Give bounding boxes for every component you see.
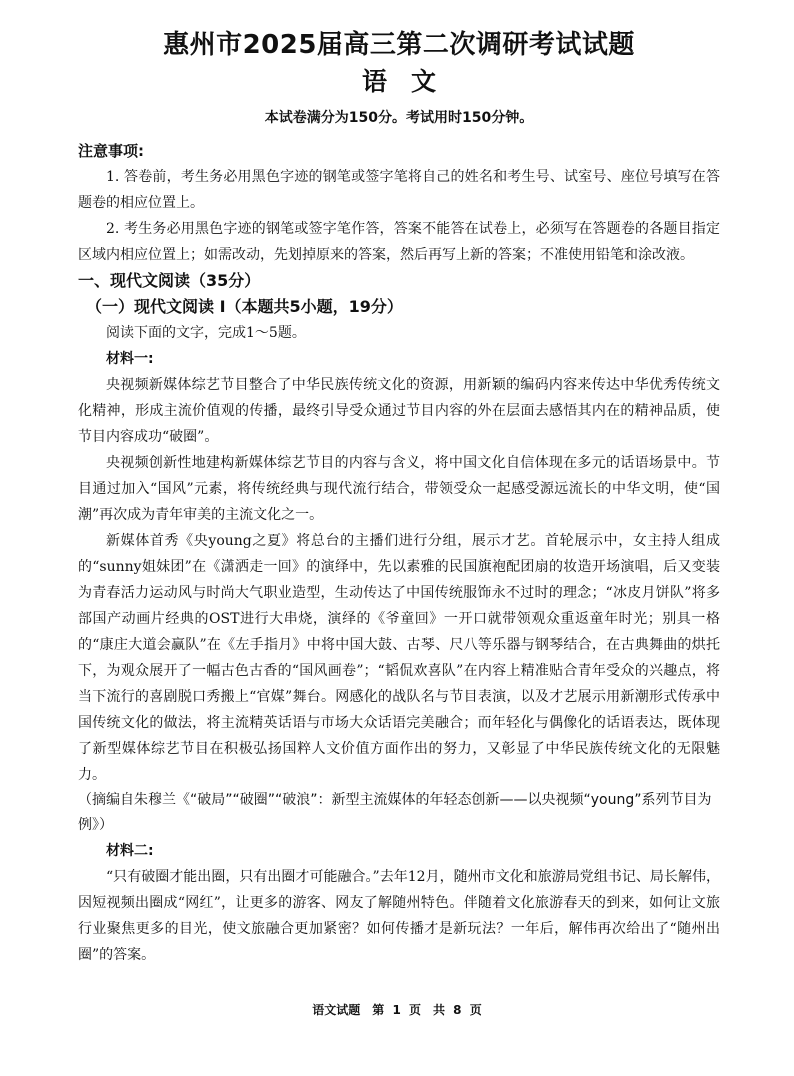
exam-title: 惠州市2025届高三第二次调研考试试题 (163, 30, 635, 60)
notice-item-1: 1. 答卷前，考生务必用黑色字迹的钢笔或签字笔将自己的姓名和考生号、试室号、座位号填写在答题卷的相应位置上。 (78, 169, 720, 211)
reading-instruction: 阅读下面的文字，完成1～5题。 (106, 325, 306, 341)
notice-heading: 注意事项: (78, 142, 144, 160)
material1-paragraph: 新媒体首秀《央young之夏》将总台的主播们进行分组，展示才艺。首轮展示中，女主持人组成的“sunny姐妹团”在《潇洒走一回》的演绎中，先以素雅的民国旗袍配团扇的妆造开场演唱，后又变装为青春活力运动风与时尚大气职业造型，生动传达了中国传统服饰永不过时的理念；“冰皮月饼队”将多部国产动画片经典的OST进行大串烧，演绎的《爷童回》一开口就带领观众重返童年时光；别具一格的“康庄大道会赢队”在《左手指月》中将中国大鼓、古琴、尺八等乐器与钢琴结合，在古典舞曲的烘托下，为观众展开了一幅古色古香的“国风画卷”；“韬侃欢喜队”在内容上精准贴合青年受众的兴趣点，将当下流行的喜剧脱口秀搬上“官媒”舞台。网感化的战队名与节目表演，以及才艺展示用新潮形式传承中国传统文化的做法，将主流精英话语与市场大众话语完美融合；而年轻化与偶像化的话语表达，既体现了新型媒体综艺节目在积极弘扬国粹人文价值方面作出的努力，又彰显了中华民族传统文化的无限魅力。 (78, 533, 720, 783)
score-info: 本试卷满分为150分。考试用时150分钟。 (264, 110, 534, 126)
material1-paragraph: 央视频创新性地建构新媒体综艺节目的内容与含义，将中国文化自信体现在多元的话语场景中。节目通过加入“国风”元素，将传统经典与现代流行结合，带领受众一起感受源远流长的中华文明，使“国潮”再次成为青年审美的主流文化之一。 (78, 455, 720, 523)
subject-title: 语文 (361, 67, 460, 96)
section-title: 一、现代文阅读（35分） (78, 271, 261, 290)
material1-source: （摘编自朱穆兰《“破局”“破圈”“破浪”：新型主流媒体的年轻态创新——以央视频“young”系列节目为例》） (78, 792, 712, 833)
material2-label: 材料二: (106, 843, 154, 859)
page-footer: 语文试题 第 1 页 共 8 页 (312, 1003, 482, 1017)
material1-label: 材料一: (106, 351, 154, 367)
material2-paragraph: “只有破圈才能出圈，只有出圈才可能融合。”去年12月，随州市文化和旅游局党组书记、局长解伟，因短视频出圈成“网红”，让更多的游客、网友了解随州特色。伴随着文化旅游春天的到来，如何让文旅行业聚焦更多的目光，使文旅融合更加紧密？如何传播才是新玩法？一年后，解伟再次给出了“随州出圈”的答案。 (78, 869, 720, 963)
notice-item-2: 2. 考生务必用黑色字迹的钢笔或签字笔作答，答案不能答在试卷上，必须写在答题卷的各题目指定区域内相应位置上；如需改动，先划掉原来的答案，然后再写上新的答案；不准使用铅笔和涂改液。 (78, 221, 720, 263)
subsection-title: （一）现代文阅读 I（本题共5小题，19分） (86, 297, 403, 316)
material1-paragraph: 央视频新媒体综艺节目整合了中华民族传统文化的资源，用新颖的编码内容来传达中华优秀传统文化精神，形成主流价值观的传播，最终引导受众通过节目内容的外在层面去感悟其内在的精神品质，使节目内容成功“破圈”。 (78, 377, 720, 445)
